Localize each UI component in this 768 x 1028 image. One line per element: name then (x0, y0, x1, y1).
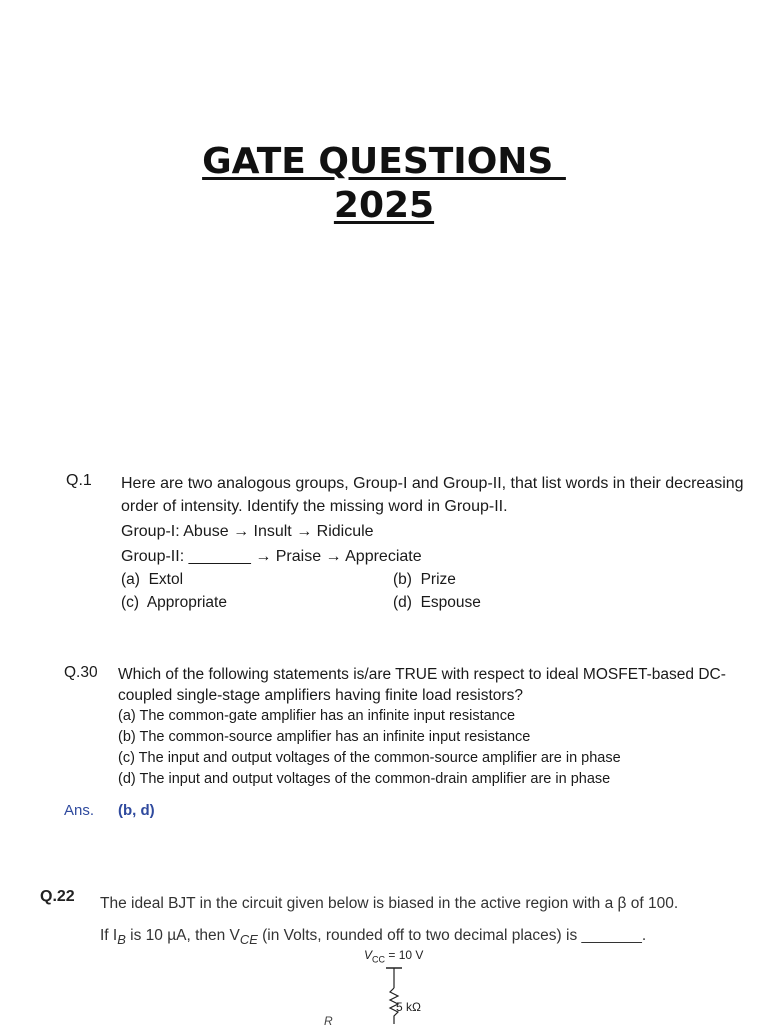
vcc-value: = 10 V (385, 948, 424, 962)
option-key: (c) (121, 594, 140, 611)
question-number: Q.22 (40, 888, 75, 905)
title-line-1: GATE QUESTIONS (202, 141, 566, 182)
vcc-subscript: CC (372, 954, 386, 965)
option-a (121, 568, 183, 591)
question-text-line: Which of the following statements is/are TRUE with respect to ideal MOSFET-based DC- (118, 666, 726, 683)
option-d: (d) The input and output voltages of the common-drain amplifier are in phase (118, 771, 611, 787)
question-text-line: order of intensity. Identify the missing word in Group-II. (121, 498, 508, 515)
option-d (393, 591, 481, 614)
text-fragment: is 10 µA, then V (125, 927, 240, 944)
question-22 (40, 888, 740, 1028)
option-c: (c) The input and output voltages of the common-source amplifier are in phase (118, 750, 621, 766)
answer-value: (b, d) (118, 802, 155, 819)
option-text: Prize (420, 571, 456, 588)
question-body (121, 472, 744, 568)
rb-label: R (324, 1014, 333, 1028)
title-line-2: 2025 (333, 185, 435, 226)
resistor-label: 5 kΩ (396, 1000, 421, 1014)
vcc-symbol: V (364, 948, 373, 962)
group-1-line: Group-I: Abuse → Insult → Ridicule (121, 523, 374, 540)
group-2-line: Group-II: _______ → Praise → Appreciate (121, 548, 422, 565)
option-text: Appropriate (146, 594, 227, 611)
option-text: Espouse (420, 594, 481, 611)
question-body (118, 664, 738, 790)
question-text-line: The ideal BJT in the circuit given below is biased in the active region with a β of 100. (100, 895, 679, 912)
option-key: (d) (393, 594, 412, 611)
document-title (0, 140, 768, 228)
option-a: (a) The common-gate amplifier has an infinite input resistance (118, 708, 516, 724)
option-b (393, 568, 456, 591)
subscript-b: B (117, 932, 126, 948)
question-1 (66, 472, 744, 622)
question-text-line: coupled single-stage amplifiers having finite load resistors? (118, 687, 523, 704)
option-key: (b) (393, 571, 412, 588)
text-fragment: If I (100, 927, 118, 944)
question-text-line: Here are two analogous groups, Group-I and Group-II, that list words in their decreasing (121, 475, 744, 492)
text-fragment: (in Volts, rounded off to two decimal places) is _______. (257, 927, 647, 944)
option-c (121, 591, 227, 614)
question-number: Q.1 (66, 472, 92, 489)
answer-label: Ans. (64, 802, 95, 819)
option-key: (a) (121, 571, 140, 588)
question-30 (64, 664, 744, 824)
option-b: (b) The common-source amplifier has an infinite input resistance (118, 729, 531, 745)
option-text: Extol (148, 571, 184, 588)
subscript-ce: CE (239, 932, 258, 948)
question-number: Q.30 (64, 664, 98, 681)
circuit-diagram (324, 944, 490, 1028)
